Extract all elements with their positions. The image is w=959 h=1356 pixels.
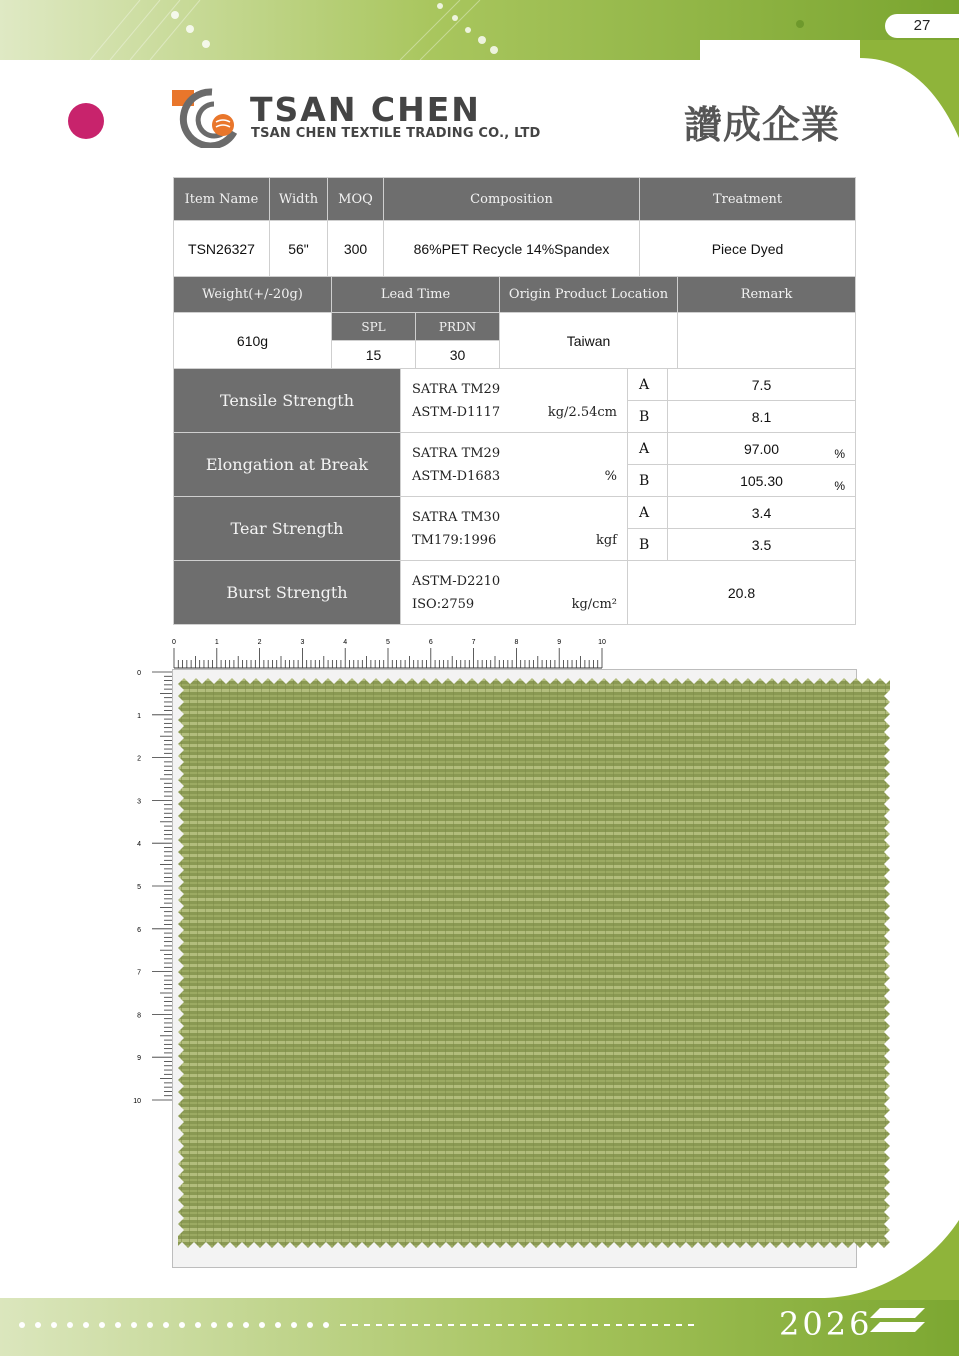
value-origin: Taiwan: [500, 313, 678, 369]
test-name: Burst Strength: [174, 561, 401, 625]
test-method-2: ISO:2759: [412, 596, 475, 612]
ruler-label: 0: [172, 639, 176, 646]
test-value-a-cell: [668, 433, 856, 465]
test-value-a: 3.4: [668, 497, 856, 529]
ruler-label: 9: [557, 639, 562, 646]
test-value-a: 7.5: [668, 369, 856, 401]
ruler-label: 10: [133, 1098, 141, 1104]
test-method-1: SATRA TM30: [412, 509, 501, 525]
test-method-1: SATRA TM29: [412, 381, 501, 397]
ruler-label: 1: [214, 639, 219, 646]
value-spl: 15: [332, 341, 416, 369]
test-value: 20.8: [628, 561, 856, 625]
decorative-dot: [68, 103, 104, 139]
test-name: Elongation at Break: [174, 433, 401, 497]
test-value-a-unit: %: [834, 447, 845, 461]
header-origin: Origin Product Location: [500, 277, 678, 313]
ruler-label: 4: [343, 639, 348, 646]
test-method-2: ASTM-D1117: [412, 404, 501, 420]
sample-label-a: A: [628, 497, 668, 529]
ruler-label: 4: [137, 841, 141, 849]
sample-label-b: B: [628, 529, 668, 561]
value-moq: 300: [328, 221, 384, 277]
sample-label-b: B: [628, 401, 668, 433]
header-width: Width: [270, 178, 328, 221]
sample-label-b: B: [628, 465, 668, 497]
ruler-label: 8: [514, 639, 519, 646]
header-prdn: PRDN: [416, 313, 500, 341]
ruler-label: 7: [137, 969, 141, 977]
spec-table: [173, 177, 856, 277]
value-item-name: TSN26327: [174, 221, 270, 277]
company-name-chinese: 讚成企業: [684, 103, 841, 147]
test-unit: kgf: [595, 532, 617, 548]
ruler-label: 2: [257, 639, 262, 646]
test-method-1: ASTM-D2210: [412, 573, 501, 589]
test-value-a: 97.00: [743, 440, 780, 457]
value-treatment: Piece Dyed: [640, 221, 856, 277]
test-method-1: SATRA TM29: [412, 445, 501, 461]
company-subname: TSAN CHEN TEXTILE TRADING CO., LTD: [251, 126, 541, 141]
header-swoosh: [860, 40, 959, 140]
header-treatment: Treatment: [640, 178, 856, 221]
value-remark: [678, 313, 856, 369]
footer-year: 2026: [779, 1305, 873, 1343]
ruler-label: 3: [137, 798, 141, 806]
company-name: TSAN CHEN: [250, 90, 481, 129]
company-logo-icon: [172, 88, 238, 148]
fabric-swatch-image: [178, 678, 890, 1248]
ruler-label: 9: [137, 1055, 141, 1063]
ruler-label: 5: [386, 639, 390, 646]
test-method-2: TM179:1996: [412, 532, 497, 548]
header-moq: MOQ: [328, 178, 384, 221]
header-lead-time: Lead Time: [332, 277, 500, 313]
value-prdn: 30: [416, 341, 500, 369]
test-name: Tensile Strength: [174, 369, 401, 433]
page-number: 27: [885, 14, 959, 38]
ruler-label: 6: [137, 926, 141, 934]
ruler-label: 0: [137, 670, 141, 677]
ruler-label: 7: [471, 639, 476, 646]
ruler-label: 5: [137, 884, 141, 891]
header-spl: SPL: [332, 313, 416, 341]
test-value-b: 105.30: [740, 472, 783, 489]
horizontal-ruler: [170, 636, 606, 670]
test-value-b: 8.1: [668, 401, 856, 433]
ruler-label: 1: [137, 712, 141, 720]
ruler-label: 2: [137, 755, 141, 763]
test-results-table: [173, 368, 856, 625]
test-unit: kg/cm²: [571, 596, 617, 612]
header-composition: Composition: [384, 178, 640, 221]
header-item-name: Item Name: [174, 178, 270, 221]
value-weight: 610g: [174, 313, 332, 369]
value-composition: 86%PET Recycle 14%Spandex: [384, 221, 640, 277]
test-unit: %: [604, 468, 617, 484]
sample-label-a: A: [628, 433, 668, 465]
ruler-label: 3: [300, 639, 305, 646]
value-width: 56": [270, 221, 328, 277]
vertical-ruler: [130, 668, 174, 1104]
ruler-label: 10: [598, 639, 606, 646]
header-weight: Weight(+/-20g): [174, 277, 332, 313]
test-name: Tear Strength: [174, 497, 401, 561]
header-remark: Remark: [678, 277, 856, 313]
ruler-label: 8: [137, 1012, 141, 1020]
test-method-2: ASTM-D1683: [412, 468, 501, 484]
test-value-b: 3.5: [668, 529, 856, 561]
test-unit: kg/2.54cm: [547, 404, 617, 420]
sample-label-a: A: [628, 369, 668, 401]
spec-table-secondary: [173, 276, 856, 369]
test-value-b-unit: %: [834, 479, 845, 493]
ruler-label: 6: [428, 639, 433, 646]
test-value-b-cell: [668, 465, 856, 497]
